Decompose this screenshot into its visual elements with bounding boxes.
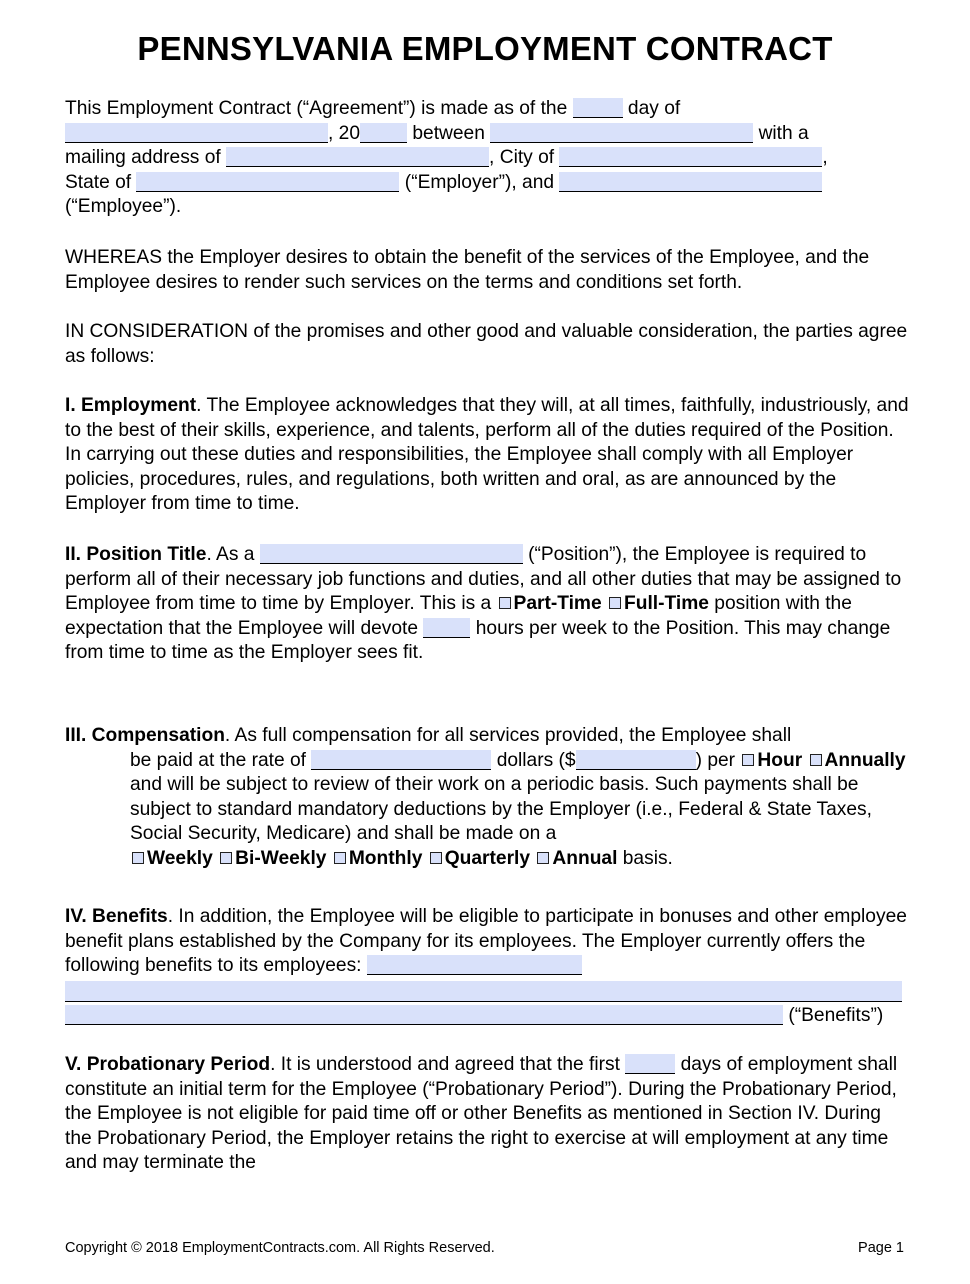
benefits-field-3[interactable]: [65, 1005, 783, 1025]
monthly-label: Monthly: [348, 847, 423, 869]
section-text: (“Benefits”): [783, 1004, 884, 1026]
annually-checkbox[interactable]: [810, 754, 822, 766]
weekly-checkbox[interactable]: [132, 852, 144, 864]
annually-label: Annually: [824, 749, 906, 771]
month-field[interactable]: [65, 123, 328, 143]
section-text: be paid at the rate of: [130, 749, 312, 771]
biweekly-checkbox[interactable]: [220, 852, 232, 864]
section-compensation: [65, 724, 910, 872]
intro-text: This Employment Contract (“Agreement”) is made as of the: [65, 98, 573, 119]
intro-text: , City of: [489, 147, 560, 169]
section-text: . As full compensation for all services provided, the Employee shall: [224, 725, 792, 746]
intro-text: , 20: [328, 122, 361, 144]
section-heading: V. Probationary Period: [65, 1054, 271, 1075]
probation-days-field[interactable]: [625, 1054, 675, 1074]
monthly-checkbox[interactable]: [334, 852, 346, 864]
rate-words-field[interactable]: [311, 750, 491, 770]
section-text: hours per week to the Position. This may change from time to time as the Employer sees fit.: [65, 617, 891, 664]
intro-text: (“Employer”), and: [399, 171, 560, 193]
intro-text: mailing address of: [65, 147, 227, 169]
intro-text: (“Employee”).: [65, 196, 182, 218]
section-text: ) per: [695, 749, 741, 771]
quarterly-checkbox[interactable]: [430, 852, 442, 864]
section-heading: III. Compensation: [65, 725, 225, 746]
year-field[interactable]: [360, 123, 407, 143]
section-text: (“Position”), the Employee is required to perform all of their necessary job functions and duties, and all other duties that may be assigned to Employee from time to time by Employer. This is a: [65, 544, 902, 615]
document-title: PENNSYLVANIA EMPLOYMENT CONTRACT: [137, 30, 833, 67]
biweekly-label: Bi-Weekly: [235, 847, 327, 869]
section-text: . It is understood and agreed that the first: [270, 1054, 626, 1075]
intro-text: day of: [622, 98, 681, 119]
intro-text: with a: [753, 122, 809, 144]
section-employment: [65, 394, 910, 517]
consideration-paragraph: IN CONSIDERATION of the promises and other good and valuable consideration, the parties agree as follows:: [65, 321, 908, 367]
benefits-field-1[interactable]: [367, 955, 582, 975]
section-text: and will be subject to review of their work on a periodic basis. Such payments shall be subject to standard mandatory deductions by the Employer (i.e., Federal & State Taxes, Social Security, Medicare) and shall be made on a: [130, 774, 872, 845]
section-text: basis.: [617, 847, 673, 869]
day-field[interactable]: [573, 98, 623, 118]
section-text: position with the expectation that the Employee will devote: [65, 593, 852, 639]
employee-name-field[interactable]: [559, 172, 822, 192]
whereas-paragraph: WHEREAS the Employer desires to obtain the benefit of the services of the Employee, and the Employee desires to render such services on the terms and conditions set forth.: [65, 247, 870, 293]
employer-name-field[interactable]: [490, 123, 753, 143]
section-position-title: [65, 543, 910, 666]
section-heading: IV. Benefits: [65, 906, 168, 927]
intro-paragraph: [65, 97, 910, 220]
full-time-checkbox[interactable]: [609, 597, 621, 609]
quarterly-label: Quarterly: [444, 847, 531, 869]
section-benefits: [65, 905, 910, 1028]
section-text: . In addition, the Employee will be eligible to participate in bonuses and other employee benefit plans established by the Company for its employees. The Employer currently offers the following benefits to its employees:: [65, 906, 907, 977]
section-text: days of employment shall constitute an initial term for the Employee (“Probationary Period”). During the Probationary Period, the Employee is not eligible for paid time off or other Benefits as mentioned in Section IV. During the Probationary Period, the Employer retains the right to exercise at will employment at any time and may terminate the: [65, 1054, 898, 1174]
compensation-detail: [65, 749, 910, 872]
city-field[interactable]: [559, 147, 822, 167]
intro-text: ,: [822, 147, 828, 169]
section-heading: II. Position Title: [65, 544, 207, 565]
section-body: . The Employee acknowledges that they will, at all times, faithfully, industriously, and to the best of their skills, experience, and talents, perform all of the duties required of the Position. In carrying out these duties and responsibilities, the Employee shall comply with all Employer policies, procedures, rules, and regulations, both written and oral, as are announced by the Employer from time to time.: [65, 395, 909, 515]
hours-per-week-field[interactable]: [423, 618, 470, 638]
footer-page-number: Page 1: [858, 1240, 904, 1256]
section-heading: I. Employment: [65, 395, 197, 416]
weekly-label: Weekly: [147, 847, 213, 869]
intro-text: between: [407, 122, 491, 144]
part-time-checkbox[interactable]: [499, 597, 511, 609]
benefits-field-2[interactable]: [65, 981, 902, 1002]
part-time-label: Part-Time: [513, 593, 602, 615]
rate-amount-field[interactable]: [576, 750, 696, 770]
mailing-address-field[interactable]: [226, 147, 489, 167]
hour-checkbox[interactable]: [742, 754, 754, 766]
section-text: . As a: [206, 544, 260, 565]
annual-checkbox[interactable]: [537, 852, 549, 864]
section-text: dollars ($: [491, 749, 576, 771]
section-probationary-period: [65, 1053, 910, 1176]
position-field[interactable]: [260, 544, 523, 564]
footer-copyright: Copyright © 2018 EmploymentContracts.com. All Rights Reserved.: [65, 1240, 495, 1256]
hour-label: Hour: [757, 749, 803, 771]
state-field[interactable]: [136, 172, 399, 192]
intro-text: State of: [65, 171, 137, 193]
full-time-label: Full-Time: [624, 593, 709, 615]
annual-label: Annual: [552, 847, 618, 869]
